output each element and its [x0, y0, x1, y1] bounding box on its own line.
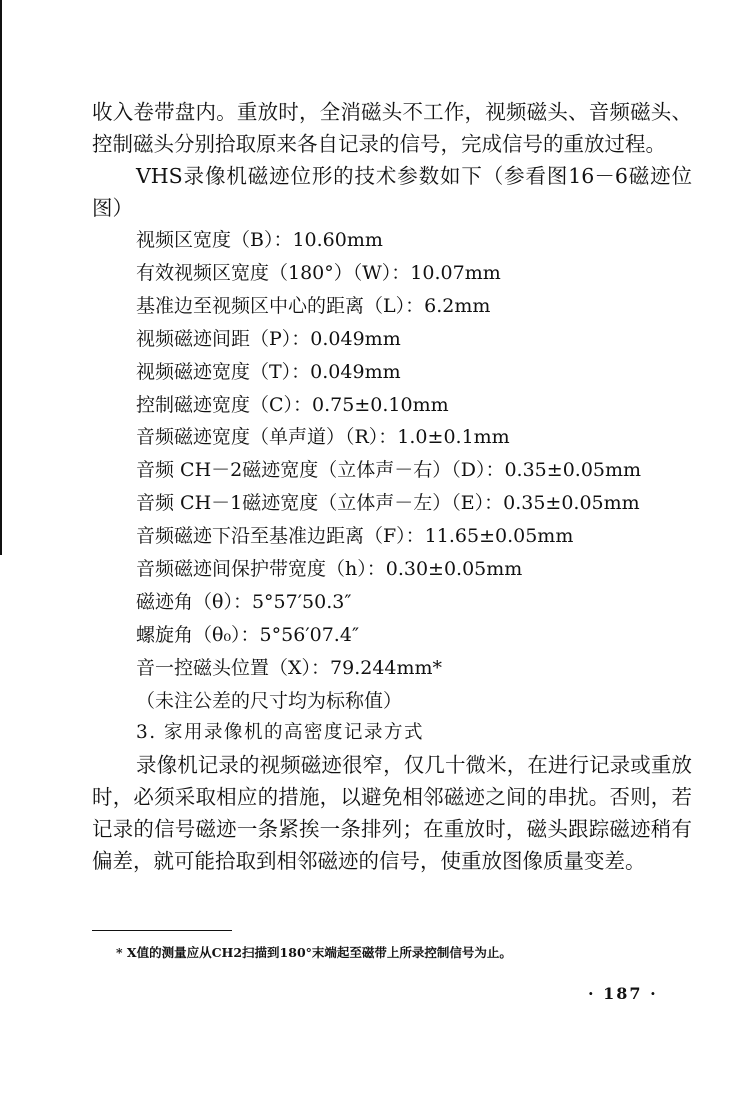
- parameter-item: 音频 CH－2磁迹宽度（立体声－右）（D）：0.35±0.05mm: [136, 459, 642, 482]
- parameter-item: 螺旋角（θ₀）：5°56′07.4″: [136, 623, 360, 646]
- binding-edge-line: [0, 0, 2, 555]
- section-heading: 3. 家用录像机的高密度记录方式: [136, 721, 425, 743]
- parameter-item: 控制磁迹宽度（C）：0.75±0.10mm: [136, 393, 449, 416]
- parameter-item: 音一控磁头位置（X）：79.244mm*: [136, 656, 443, 679]
- parameter-item: 音频磁迹下沿至基准边距离（F）：11.65±0.05mm: [136, 525, 574, 548]
- parameter-list: [92, 224, 692, 685]
- parameter-item: 视频区宽度（B）：10.60mm: [136, 229, 383, 251]
- parameter-item: 磁迹角（θ）：5°57′50.3″: [136, 590, 352, 613]
- page-number: · 187 ·: [588, 984, 658, 1003]
- footnote-rule: [92, 930, 232, 931]
- parameter-item: 基准边至视频区中心的距离（L）：6.2mm: [136, 294, 491, 317]
- parameter-item: 音频 CH－1磁迹宽度（立体声－左）（E）：0.35±0.05mm: [136, 492, 640, 515]
- closing-paragraph: 录像机记录的视频磁迹很窄，仅几十微米，在进行记录或重放时，必须采取相应的措施，以避免相邻磁迹之间的串扰。否则，若记录的信号磁迹一条紧挨一条排列；在重放时，磁头跟踪磁迹稍有偏差，就可能拾取到相邻磁迹的信号，使重放图像质量变差。: [92, 752, 692, 873]
- tolerance-note: （未注公差的尺寸均为标称值）: [136, 689, 403, 712]
- parameter-item: 有效视频区宽度（180°）（W）：10.07mm: [136, 261, 501, 284]
- page-body: [92, 96, 692, 877]
- footnote: * X值的测量应从CH2扫描到180°末端起至磁带上所录控制信号为止。: [116, 945, 512, 960]
- parameter-item: 视频磁迹间距（P）：0.049mm: [136, 327, 401, 350]
- parameter-item: 音频磁迹宽度（单声道）（R）：1.0±0.1mm: [136, 426, 510, 449]
- parameter-item: 音频磁迹间保护带宽度（h）：0.30±0.05mm: [136, 558, 523, 581]
- intro-paragraph: 收入卷带盘内。重放时，全消磁头不工作，视频磁头、音频磁头、控制磁头分别拾取原来各自记录的信号，完成信号的重放过程。: [92, 100, 692, 156]
- parameters-lead-paragraph: VHS录像机磁迹位形的技术参数如下（参看图16－6磁迹位图）: [92, 164, 692, 220]
- parameter-item: 视频磁迹宽度（T）：0.049mm: [136, 360, 401, 383]
